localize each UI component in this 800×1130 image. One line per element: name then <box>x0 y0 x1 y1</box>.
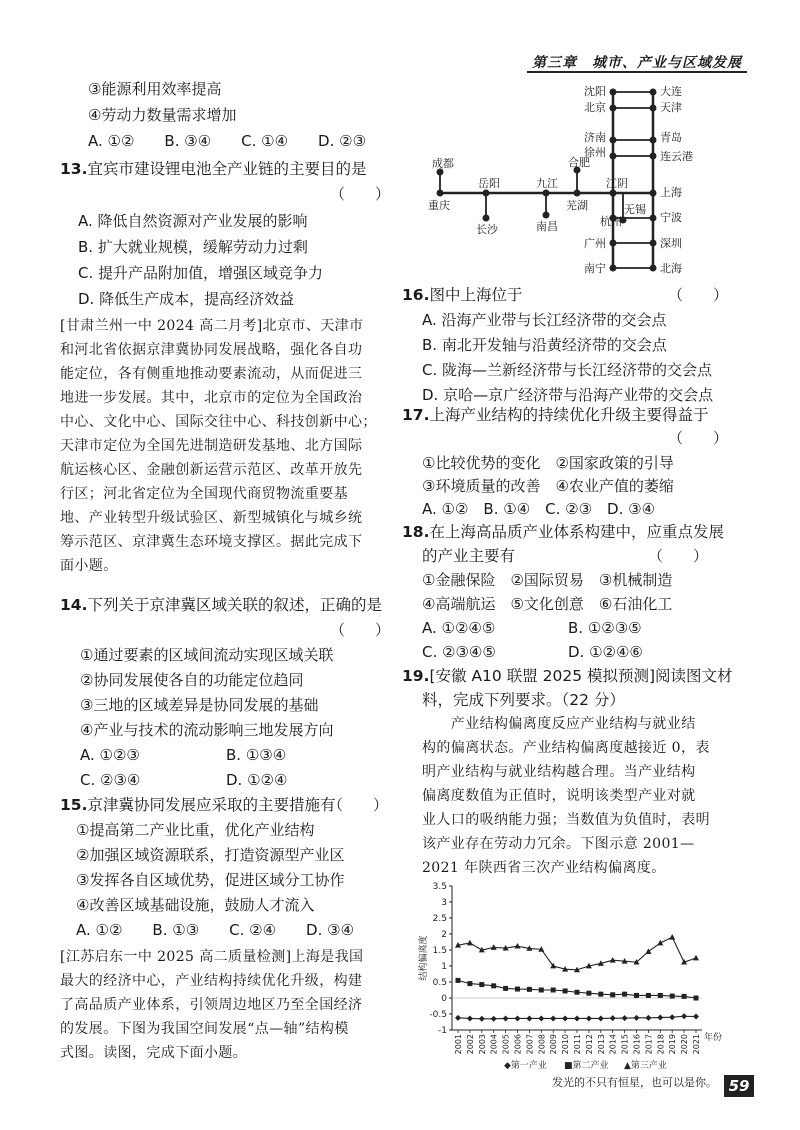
x-tick-label: 2012 <box>584 1034 594 1055</box>
q14-statement-4: ④产业与技术的流动影响三地发展方向 <box>80 721 334 739</box>
material-line: 最大的经济中心，产业结构持续优化升级，构建 <box>60 973 363 989</box>
q17-choices: A. ①② B. ①④ C. ②③ D. ③④ <box>422 500 656 518</box>
y-tick-label: 3 <box>441 898 447 908</box>
q16-option-b: B. 南北开发轴与沿黄经济带的交会点 <box>422 336 667 354</box>
material-line: 行区；河北省定位为全国现代商贸物流重要基 <box>60 486 348 502</box>
y-tick-label: 1.5 <box>432 946 447 956</box>
material-line: 地、产业转型升级试验区、新型城镇化与城乡统 <box>60 510 363 526</box>
q14-statement-3: ③三地的区域差异是协同发展的基础 <box>80 696 319 714</box>
city-label: 岳阳 <box>478 177 500 190</box>
x-tick-label: 2019 <box>668 1034 678 1055</box>
city-label: 徐州 <box>584 146 606 159</box>
x-tick-label: 2003 <box>477 1034 487 1055</box>
material-line: 明产业结构与就业结构越合理。当产业结构 <box>422 764 696 780</box>
q18-answer-paren: （ ） <box>648 547 709 565</box>
footer-motto: 发光的不只有恒星，也可以是你。 <box>552 1076 717 1089</box>
data-point <box>657 1015 663 1021</box>
q14-statement-1: ①通过要素的区域间流动实现区域关联 <box>80 646 334 664</box>
data-point <box>515 943 521 949</box>
city-label: 重庆 <box>428 199 450 212</box>
q16-option-d: D. 京哈—京广经济带与沿海产业带的交会点 <box>422 386 714 404</box>
data-point <box>551 988 556 993</box>
q18-option-d: D. ①②④⑥ <box>568 643 643 661</box>
q16-option-c: C. 陇海—兰新经济带与长江经济带的交会点 <box>422 361 713 379</box>
q14-option-a: A. ①②③ <box>80 746 140 764</box>
data-point <box>574 1015 580 1021</box>
city-label: 合肥 <box>568 156 590 169</box>
data-point <box>503 986 508 991</box>
data-point <box>455 1015 461 1021</box>
q16-option-a: A. 沿海产业带与长江经济带的交会点 <box>422 311 667 329</box>
data-point <box>491 1016 497 1022</box>
city-label: 长沙 <box>476 223 498 236</box>
y-tick-label: -0.5 <box>429 1010 447 1020</box>
q14-option-d: D. ①②④ <box>226 771 288 789</box>
city-label: 广州 <box>584 237 606 250</box>
x-tick-label: 2020 <box>680 1034 690 1055</box>
material-line: 产业结构偏离度反应产业结构与就业结 <box>422 716 696 732</box>
q19-stem: 19.[安徽 A10 联盟 2025 模拟预测]阅读图文材 <box>402 667 733 685</box>
data-point <box>586 1015 592 1021</box>
material-line: 构的偏离状态。产业结构偏离度越接近 0，表 <box>422 740 710 756</box>
material-line: 该产业存在劳动力冗余。下图示意 2001— <box>422 836 695 852</box>
x-tick-label: 2004 <box>489 1034 499 1055</box>
q14-option-b: B. ①③④ <box>226 746 287 764</box>
material-line: 航运核心区、金融创新运营示范区、改革开放先 <box>60 462 363 478</box>
point-axis-diagram <box>420 80 720 280</box>
q17-statements-3-4: ③环境质量的改善 ④农业产值的萎缩 <box>422 477 674 495</box>
material-line: 中心、文化中心、国际交往中心、科技创新中心； <box>60 414 377 430</box>
q14-answer-paren: （ ） <box>330 621 391 639</box>
q15-answer-paren: （ ） <box>328 796 389 814</box>
data-point <box>657 940 663 946</box>
x-tick-label: 2015 <box>620 1034 630 1055</box>
x-tick-label: 2001 <box>454 1034 463 1055</box>
q16-stem: 16.图中上海位于 <box>402 286 523 304</box>
data-point <box>563 988 568 993</box>
q14-stem: 14.下列关于京津冀区域关联的叙述，正确的是 <box>60 596 382 614</box>
q13-option-b: B. 扩大就业规模，缓解劳动力过剩 <box>78 238 308 256</box>
q12-option-4: ④劳动力数量需求增加 <box>88 106 237 124</box>
q16-answer-paren: （ ） <box>668 286 729 304</box>
legend-item: ◆第一产业 <box>504 1061 547 1071</box>
q18-option-c: C. ②③④⑤ <box>422 643 496 661</box>
material-line: 了高品质产业体系，引领周边地区乃至全国经济 <box>60 997 363 1013</box>
data-point <box>562 1015 568 1021</box>
q18-stem-continued: 的产业主要有 <box>422 547 516 565</box>
material-line: 面小题。 <box>60 558 118 574</box>
data-point <box>622 992 627 997</box>
city-label: 沈阳 <box>584 85 606 98</box>
data-point <box>598 992 603 997</box>
q17-stem: 17.上海产业结构的持续优化升级主要得益于 <box>402 406 709 424</box>
city-label: 天津 <box>660 101 682 114</box>
material-line: 筹示范区、京津冀生态环境支撑区。据此完成下 <box>60 534 363 550</box>
city-label: 连云港 <box>660 150 693 163</box>
data-point <box>658 993 663 998</box>
city-label: 上海 <box>660 186 682 199</box>
city-label: 北京 <box>584 101 606 114</box>
city-label: 深圳 <box>660 237 682 250</box>
q18-stem: 18.在上海高品质产业体系构建中，应重点发展 <box>402 523 724 541</box>
q18-statements-4-6: ④高端航运 ⑤文化创意 ⑥石油化工 <box>422 595 673 613</box>
data-point <box>586 991 591 996</box>
data-point <box>456 978 461 983</box>
data-point <box>669 934 675 940</box>
city-label: 九江 <box>536 177 558 190</box>
y-tick-label: 2.5 <box>432 914 447 924</box>
q13-option-c: C. 提升产品附加值，增强区域竞争力 <box>78 264 324 282</box>
material-line: 能定位，各有侧重地推动要素流动，从而促进三 <box>60 366 363 382</box>
material-line: [甘肃兰州一中 2024 高二月考]北京市、天津市 <box>60 318 364 334</box>
data-point <box>693 955 699 961</box>
data-point <box>694 996 699 1001</box>
city-label: 大连 <box>660 85 682 98</box>
q14-statement-2: ②协同发展使各自的功能定位趋同 <box>80 671 304 689</box>
x-tick-label: 2005 <box>501 1034 511 1055</box>
x-tick-label: 2013 <box>596 1034 606 1055</box>
x-tick-label: 2017 <box>644 1034 654 1055</box>
data-point <box>610 992 615 997</box>
q17-answer-paren: （ ） <box>668 429 729 447</box>
x-tick-label: 2021 <box>692 1034 701 1055</box>
city-label: 南昌 <box>536 220 558 233</box>
x-tick-label: 2009 <box>549 1034 559 1055</box>
material-line: 2021 年陕西省三次产业结构偏离度。 <box>422 860 666 876</box>
q13-answer-paren: （ ） <box>330 185 391 203</box>
q15-choices: A. ①② B. ①③ C. ②④ D. ③④ <box>76 921 355 939</box>
data-point <box>598 1015 604 1021</box>
city-label: 芜湖 <box>566 199 588 212</box>
city-label: 宁波 <box>660 211 682 224</box>
data-point <box>645 948 651 954</box>
y-tick-label: 0 <box>441 994 447 1004</box>
q12-option-3: ③能源利用效率提高 <box>88 80 222 98</box>
q18-option-a: A. ①②④⑤ <box>422 619 496 637</box>
data-point <box>539 988 544 993</box>
legend-item: ▲第三产业 <box>624 1061 667 1071</box>
q13-option-d: D. 降低生产成本，提高经济效益 <box>78 290 295 308</box>
data-point <box>491 983 496 988</box>
y-tick-label: 0.5 <box>432 978 447 988</box>
x-tick-label: 2002 <box>465 1034 475 1055</box>
data-point <box>527 987 532 992</box>
data-point <box>479 982 484 987</box>
data-point <box>669 1014 675 1020</box>
city-label: 济南 <box>584 131 606 144</box>
material-line: 和河北省依据京津冀协同发展战略，强化各自功 <box>60 342 363 358</box>
data-point <box>526 1015 532 1021</box>
city-label: 江阴 <box>606 177 628 190</box>
data-point <box>670 994 675 999</box>
data-point <box>538 1015 544 1021</box>
x-tick-label: 2008 <box>537 1034 547 1055</box>
data-point <box>515 987 520 992</box>
industry-deviation-chart <box>412 878 732 1073</box>
data-point <box>634 993 639 998</box>
q15-statement-2: ②加强区域资源联系，打造资源型产业区 <box>76 846 345 864</box>
x-tick-label: 2018 <box>656 1034 666 1055</box>
chapter-header: 第三章 城市、产业与区域发展 <box>532 55 742 71</box>
q17-statements-1-2: ①比较优势的变化 ②国家政策的引导 <box>422 454 674 472</box>
legend-item: ■第二产业 <box>564 1061 609 1071</box>
material-line: [江苏启东一中 2025 高二质量检测]上海是我国 <box>60 949 364 965</box>
material-line: 偏离度数值为正值时，说明该类型产业对就 <box>422 788 696 804</box>
material-line: 天津市定位为全国先进制造研发基地、北方国际 <box>60 438 363 454</box>
q19-stem-continued: 料，完成下列要求。（22 分） <box>422 691 625 709</box>
q12-choices: A. ①② B. ③④ C. ①④ D. ②③ <box>88 132 367 150</box>
city-label: 南宁 <box>584 262 606 275</box>
q13-stem: 13.宜宾市建设锂电池全产业链的主要目的是 <box>60 160 367 178</box>
x-axis-label: 年份 <box>704 1033 723 1043</box>
material-line: 的发展。下图为我国空间发展“点—轴”结构模 <box>60 1021 349 1037</box>
q15-statement-3: ③发挥各自区域优势，促进区域分工协作 <box>76 871 345 889</box>
x-tick-label: 2006 <box>513 1034 523 1055</box>
data-point <box>634 1015 640 1021</box>
y-tick-label: 3.5 <box>432 882 447 892</box>
x-tick-label: 2010 <box>561 1034 571 1055</box>
q18-option-b: B. ①②③⑤ <box>568 619 642 637</box>
q15-statement-1: ①提高第二产业比重，优化产业结构 <box>76 821 315 839</box>
material-line: 业人口的吸纳能力强；当数值为负值时，表明 <box>422 812 710 828</box>
header-rule <box>527 71 747 73</box>
q15-stem: 15.京津冀协同发展应采取的主要措施有 <box>60 796 336 814</box>
y-axis-label: 结构偏离度 <box>419 935 429 981</box>
x-tick-label: 2007 <box>525 1034 535 1055</box>
data-point <box>575 990 580 995</box>
data-point <box>467 981 472 986</box>
city-label: 北海 <box>660 262 682 275</box>
q14-option-c: C. ②③④ <box>80 771 141 789</box>
data-point <box>550 1015 556 1021</box>
y-tick-label: 1 <box>441 962 447 972</box>
data-point <box>693 1014 699 1020</box>
data-point <box>515 1015 521 1021</box>
q18-statements-1-3: ①金融保险 ②国际贸易 ③机械制造 <box>422 571 673 589</box>
data-point <box>467 940 473 946</box>
city-label: 成都 <box>432 157 454 170</box>
data-point <box>645 1015 651 1021</box>
material-line: 式图。读图，完成下面小题。 <box>60 1045 248 1061</box>
x-tick-label: 2016 <box>632 1034 642 1055</box>
y-tick-label: 2 <box>441 930 447 940</box>
city-label: 青岛 <box>660 131 682 144</box>
x-tick-label: 2011 <box>573 1034 582 1055</box>
data-point <box>682 994 687 999</box>
data-point <box>479 1016 485 1022</box>
data-point <box>503 1015 509 1021</box>
x-tick-label: 2014 <box>608 1034 618 1055</box>
q13-option-a: A. 降低自然资源对产业发展的影响 <box>78 212 308 230</box>
page-number: 59 <box>724 1075 754 1097</box>
material-line: 地进一步发展。其中，北京市的定位为全国政治 <box>60 390 363 406</box>
q15-statement-4: ④改善区域基础设施，鼓励人才流入 <box>76 896 315 914</box>
data-point <box>610 1015 616 1021</box>
data-point <box>467 1015 473 1021</box>
data-point <box>610 957 616 963</box>
data-point <box>681 1013 687 1019</box>
data-point <box>622 1015 628 1021</box>
data-point <box>646 993 651 998</box>
city-label: 无锡 <box>624 203 646 216</box>
y-tick-label: -1 <box>438 1026 447 1036</box>
city-label: 杭州 <box>600 215 622 228</box>
